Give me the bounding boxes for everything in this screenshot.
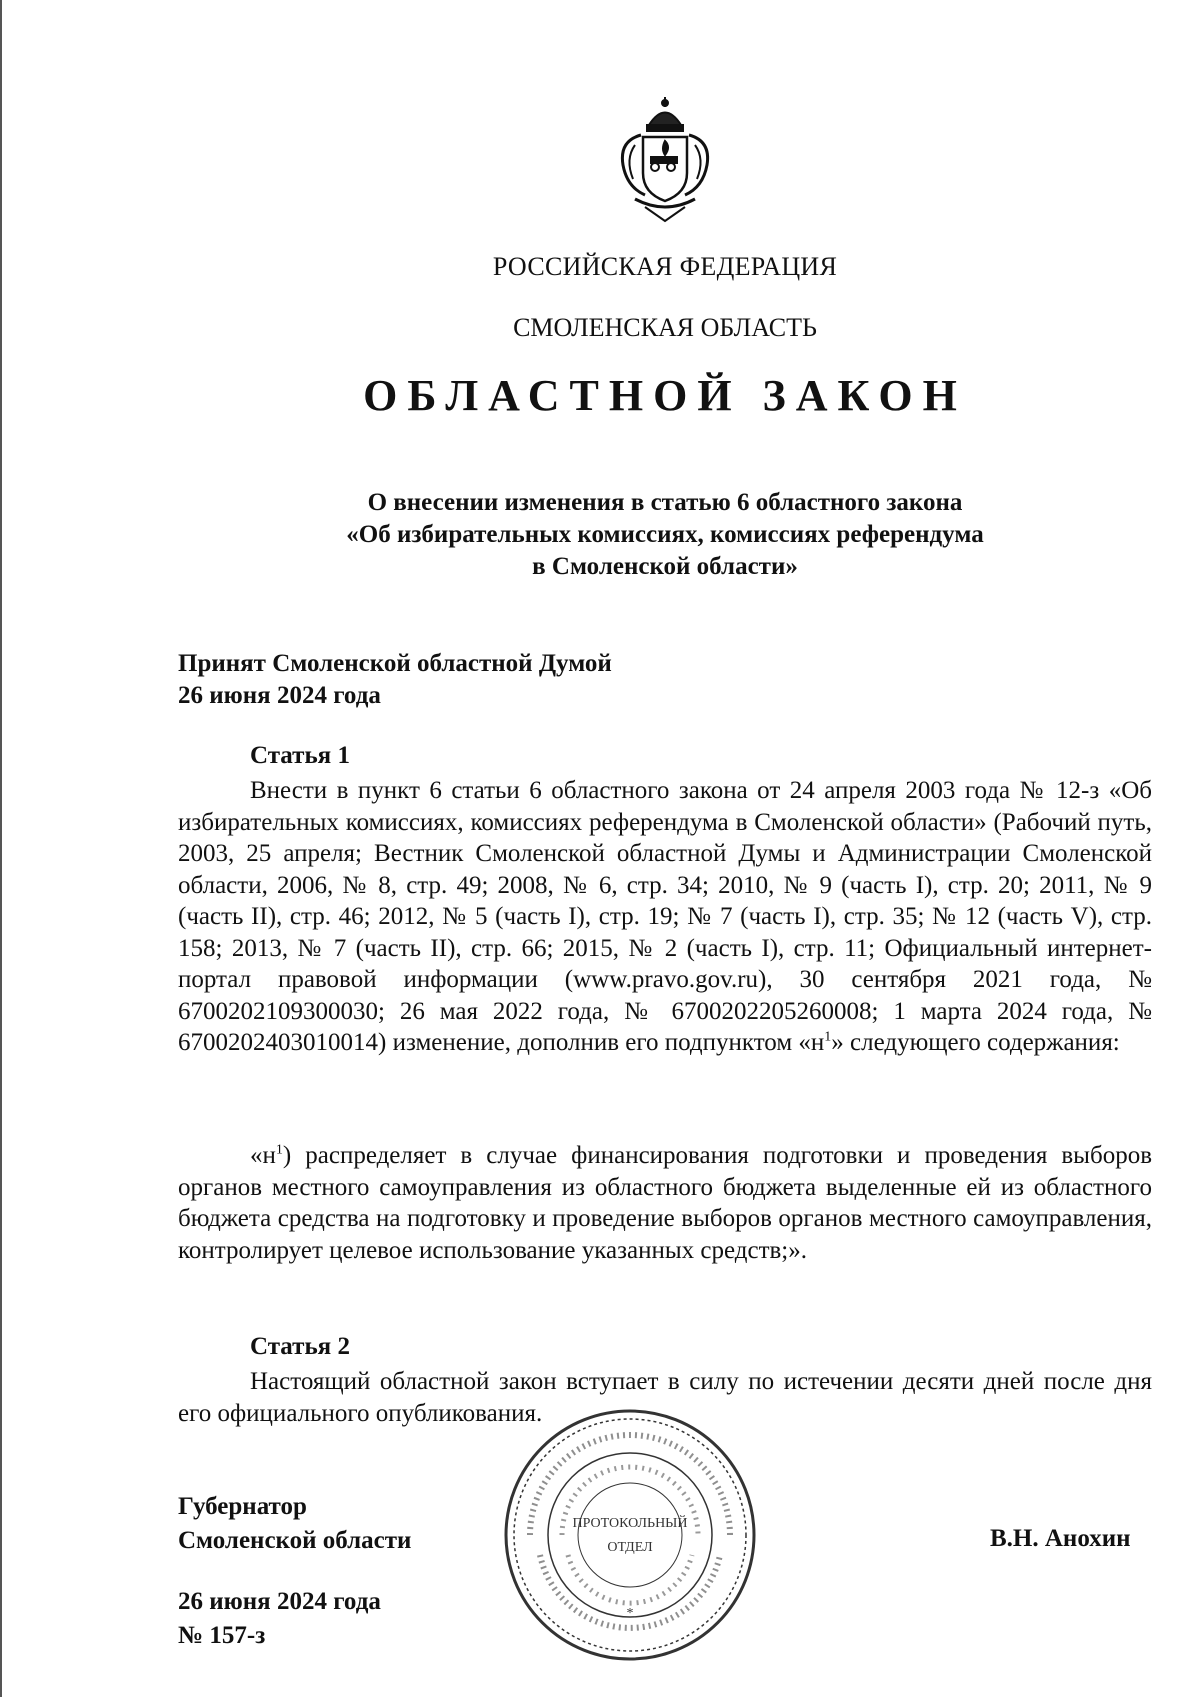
law-title <box>0 487 1200 583</box>
quote-start: «н <box>250 1142 276 1169</box>
article-1-paragraph-1 <box>178 775 1152 1059</box>
article-1-paragraph-1-text: Внести в пункт 6 статьи 6 областного закона от 24 апреля 2003 года № 12-з «Об избирательных комиссиях, комиссиях референдума в Смоленской области» (Рабочий путь, 2003, 25 апреля; Вестник Смоленской областной Думы и Администрации Смоленской области, 2006, № 8, стр. 49; 2008, № 6, стр. 34; 2010, № 9 (часть I), стр. 20; 2011, № 9 (часть II), стр. 46; 2012, № 5 (часть I), стр. 19; № 7 (часть I), стр. 35; № 12 (часть V), стр. 158; 2013, № 7 (часть II), стр. 66; 2015, № 2 (часть I), стр. 11; Официальный интернет-портал правовой информации (www.pravo.gov.ru), 30 сентября 2021 года, № 6700202109300030; 26 мая 2022 года, № 6700202205260008; 1 марта 2024 года, № 6700202403010014) изменение, дополнив его подпунктом «н <box>178 777 1152 1056</box>
article-2-heading: Статья 2 <box>250 1333 350 1360</box>
seal-star-icon: * <box>626 1606 634 1621</box>
law-date-number <box>178 1585 381 1653</box>
region-name: СМОЛЕНСКАЯ ОБЛАСТЬ <box>513 313 817 342</box>
signatory-name: В.Н. Анохин <box>990 1525 1131 1552</box>
superscript: 1 <box>275 1142 283 1158</box>
adoption-date: 26 июня 2024 года <box>178 682 381 709</box>
article-1-paragraph-2 <box>178 1140 1152 1266</box>
seal-center-text: ПРОТОКОЛЬНЫЙ <box>572 1516 688 1531</box>
signatory-position-line: Смоленской области <box>178 1527 412 1554</box>
superscript: 1 <box>824 1029 832 1045</box>
article-1-heading: Статья 1 <box>250 742 350 769</box>
law-title-line: «Об избирательных комиссиях, комиссиях референдума <box>346 521 984 548</box>
law-title-line: в Смоленской области» <box>532 553 798 580</box>
coat-of-arms-emblem <box>605 95 725 225</box>
article-1-paragraph-2-text: ) распределяет в случае финансирования подготовки и проведения выборов органов местного самоуправления из областного бюджета выделенные ей из областного бюджета средства на подготовку и проведение выборов органов местного самоуправления, контролирует целевое использование указанных средств;». <box>178 1142 1152 1264</box>
adoption-note <box>178 648 612 712</box>
country-name: РОССИЙСКАЯ ФЕДЕРАЦИЯ <box>492 252 838 281</box>
document-type-heading: ОБЛАСТНОЙ ЗАКОН <box>363 371 967 420</box>
article-1-paragraph-1-end: » следующего содержания: <box>831 1029 1120 1056</box>
article-2-paragraph: Настоящий областной закон вступает в силу по истечении десяти дней после дня его официального опубликования. <box>178 1368 1152 1427</box>
official-seal <box>500 1405 760 1665</box>
law-date: 26 июня 2024 года <box>178 1588 381 1615</box>
signatory-position <box>178 1490 411 1558</box>
signatory-position-line: Губернатор <box>178 1493 307 1520</box>
adoption-body: Принят Смоленской областной Думой <box>178 650 612 677</box>
law-title-line: О внесении изменения в статью 6 областного закона <box>367 489 963 516</box>
law-number: № 157-з <box>178 1622 266 1649</box>
seal-center-text: ОТДЕЛ <box>607 1540 653 1555</box>
